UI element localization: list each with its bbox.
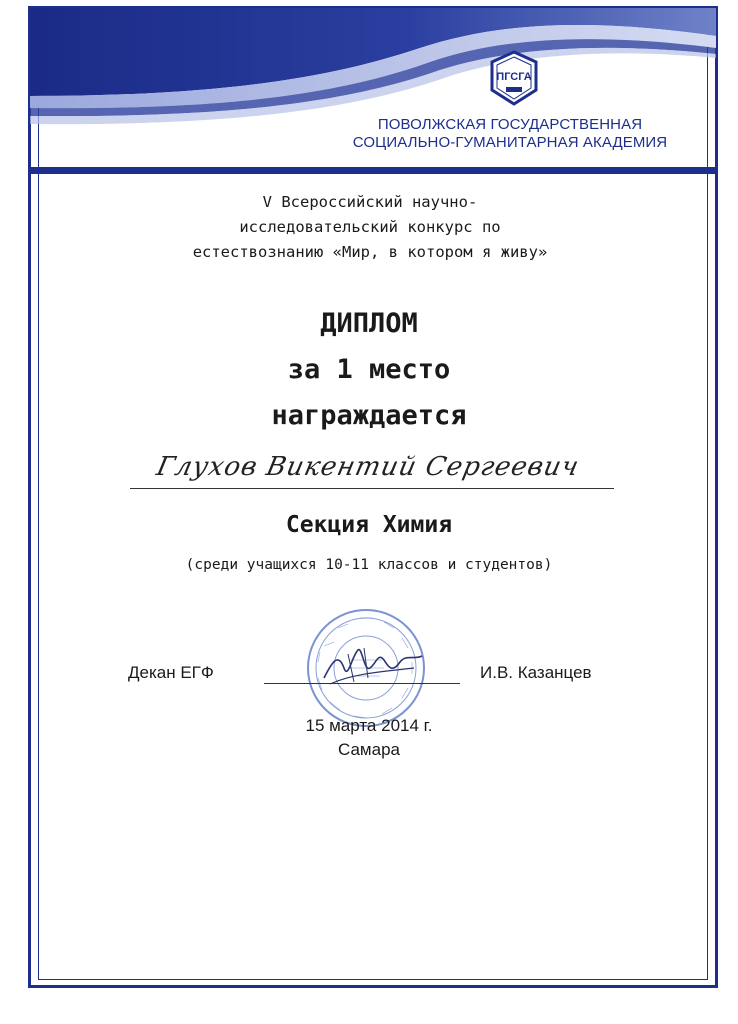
header-divider — [30, 167, 716, 174]
academy-name-line1: ПОВОЛЖСКАЯ ГОСУДАРСТВЕННАЯ — [377, 116, 643, 133]
academy-name-line2: СОЦИАЛЬНО-ГУМАНИТАРНАЯ АКАДЕМИЯ — [352, 134, 668, 151]
diploma-place: за 1 место — [287, 354, 451, 385]
recipient-underline — [130, 488, 614, 489]
signatory-name: И.В. Казанцев — [480, 663, 592, 682]
issue-date: 15 марта 2014 г. — [305, 716, 433, 735]
academy-logo — [489, 50, 539, 106]
diploma-heading: ДИПЛОМ — [320, 308, 418, 339]
signature-line — [264, 683, 460, 684]
contest-title — [120, 190, 620, 265]
header-wave-decoration — [30, 8, 716, 178]
issue-city: Самара — [338, 740, 400, 759]
logo-text: ПГСГА — [496, 71, 532, 83]
signatory-title: Декан ЕГФ — [128, 663, 214, 682]
contest-line3: естествознанию «Мир, в котором я живу» — [192, 243, 548, 261]
diploma-awarded: награждается — [271, 400, 467, 431]
signature — [318, 638, 428, 694]
contest-line1: V Всероссийский научно- — [262, 193, 478, 211]
recipient-name: Глухов Викентий Сергеевич — [153, 452, 583, 482]
section-participants: (среди учащихся 10-11 классов и студентов) — [185, 557, 553, 573]
contest-line2: исследовательский конкурс по — [239, 218, 501, 236]
section-name: Секция Химия — [285, 512, 453, 538]
academy-name — [340, 116, 680, 152]
